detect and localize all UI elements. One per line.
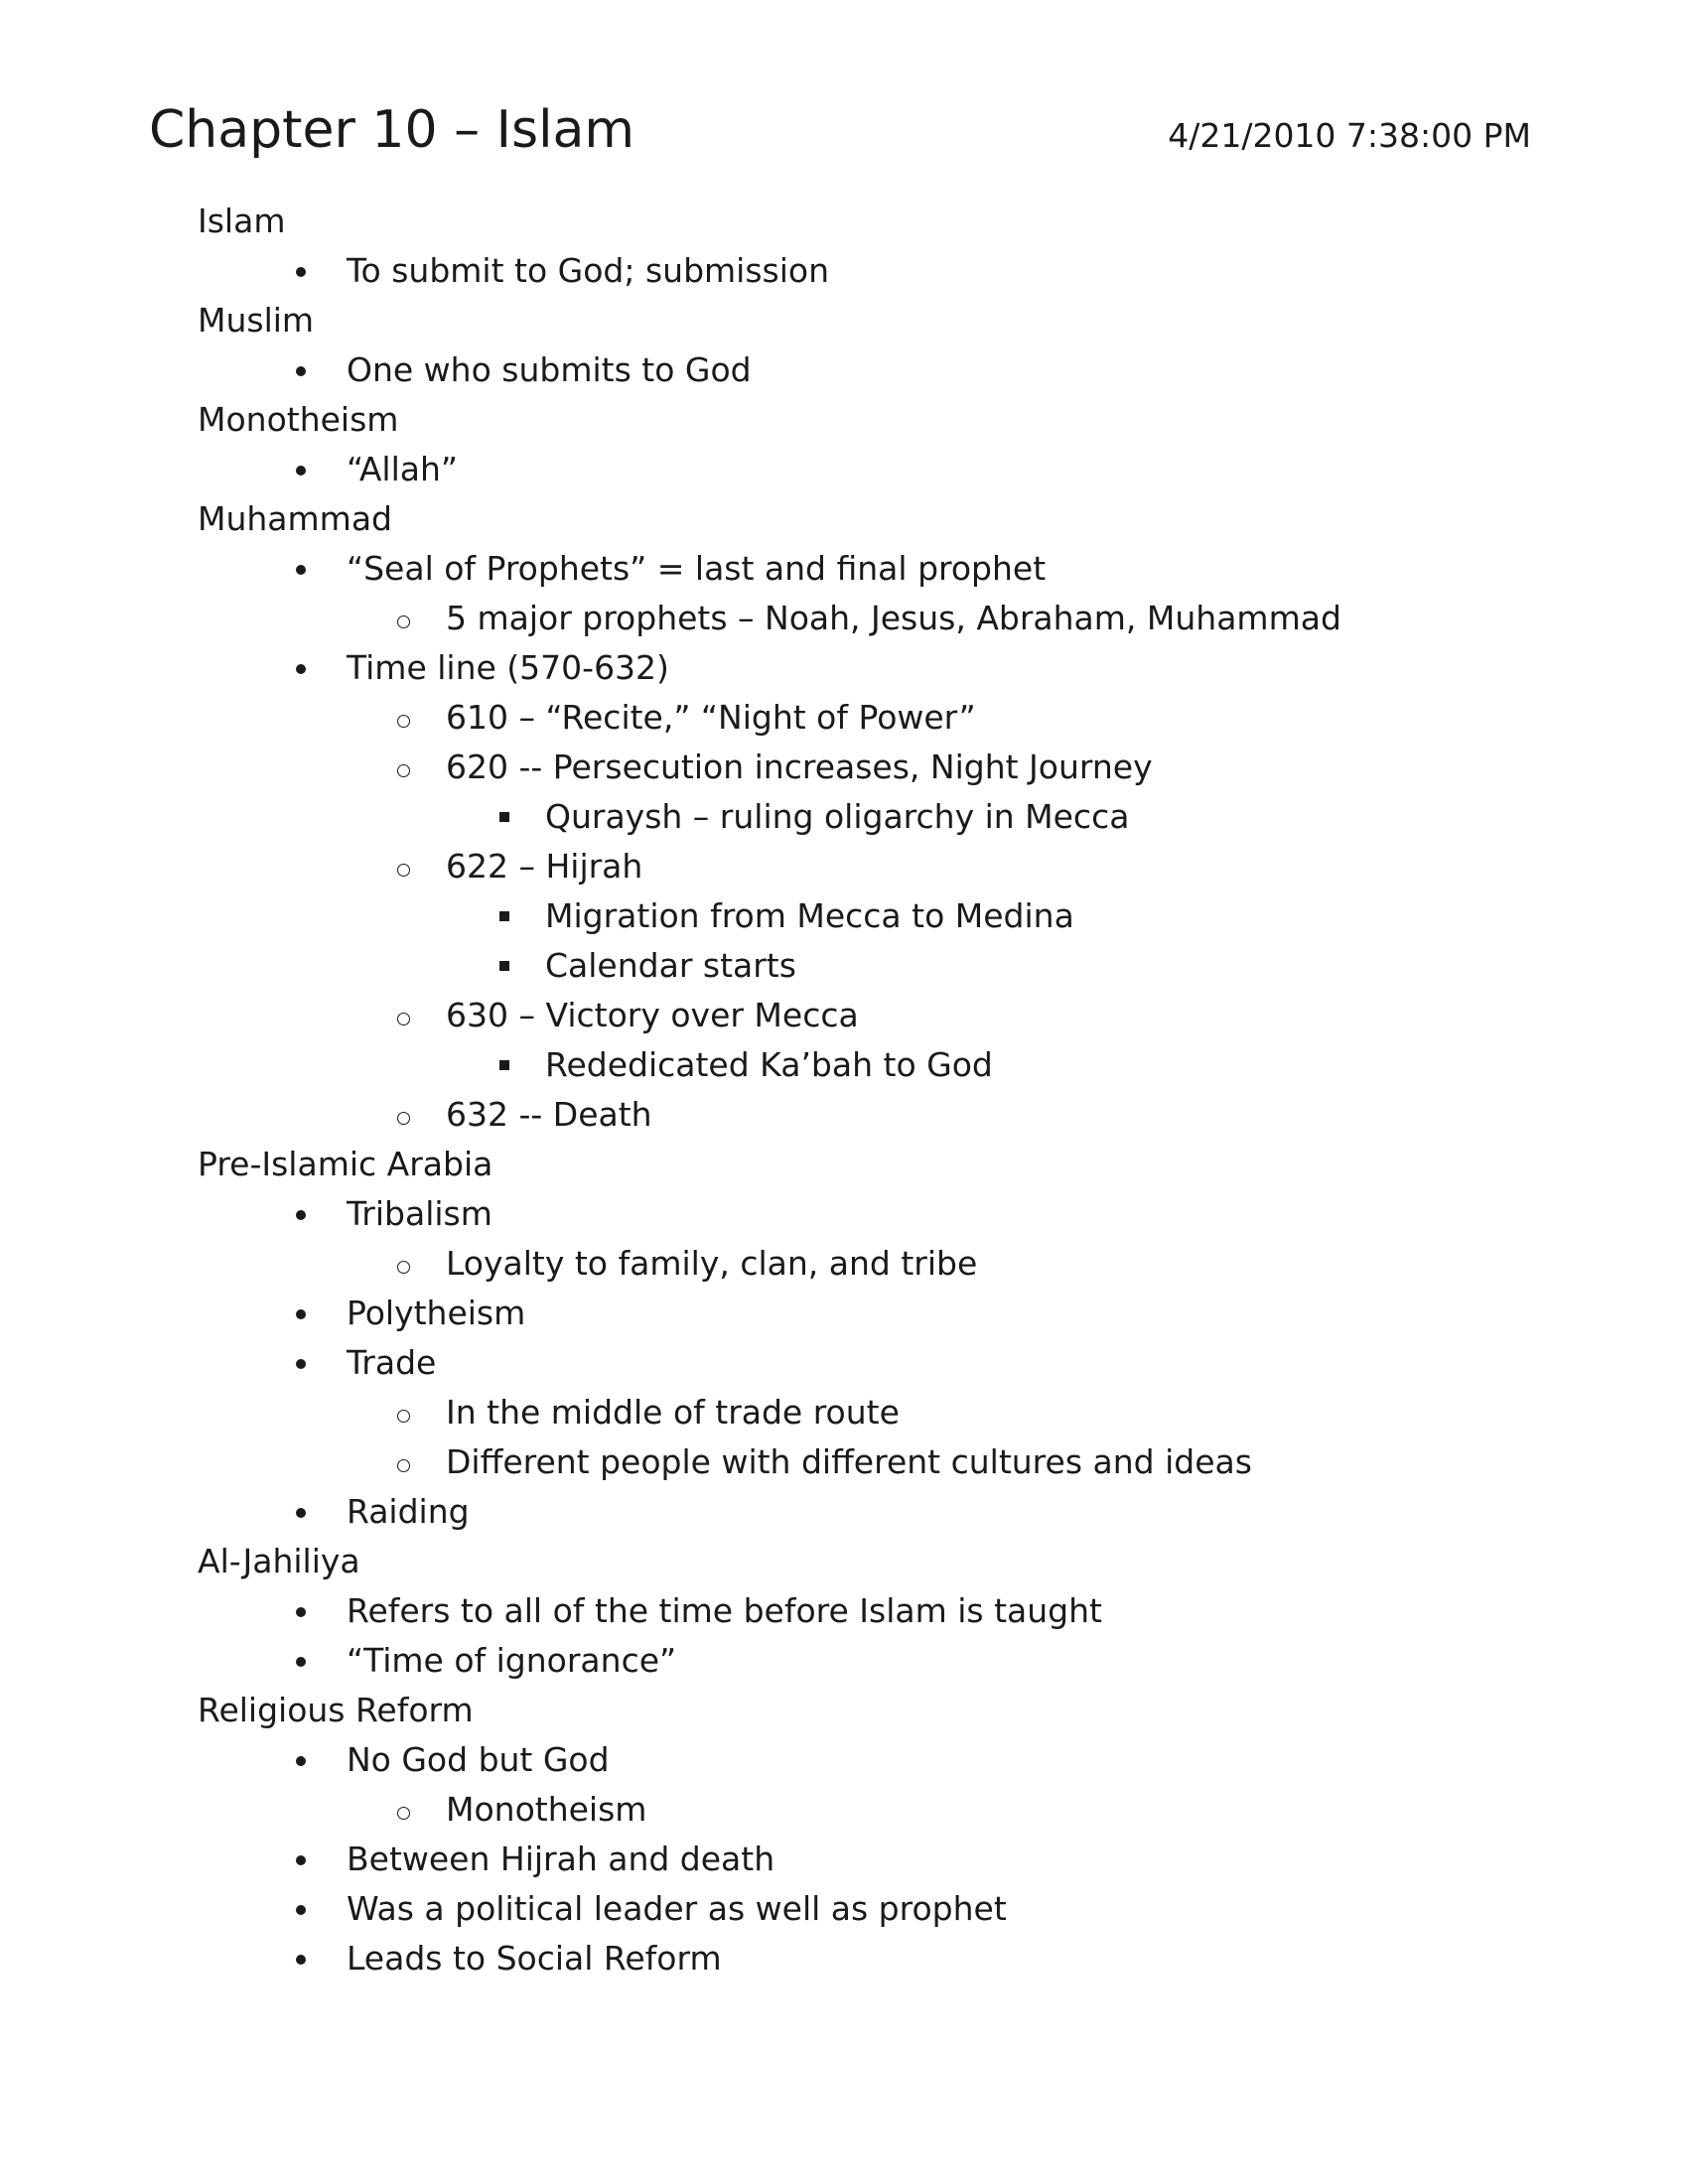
sub-bullet-item-text: 610 – “Recite,” “Night of Power”	[446, 698, 976, 737]
sub-sub-bullet-item	[0, 941, 1688, 991]
bullet-item-text: Polytheism	[347, 1294, 526, 1332]
bullet-circle-icon	[397, 715, 410, 728]
sub-bullet-item-text: 632 -- Death	[446, 1095, 652, 1134]
bullet-item	[0, 1884, 1688, 1934]
topic-heading	[0, 197, 1688, 246]
topic-heading	[0, 494, 1688, 544]
bullet-item	[0, 1934, 1688, 1983]
bullet-item-text: Between Hijrah and death	[347, 1840, 775, 1878]
bullet-square-icon	[499, 1060, 509, 1070]
bullet-disc-icon	[296, 664, 306, 674]
bullet-item	[0, 1835, 1688, 1884]
bullet-item-text: Was a political leader as well as prophet	[347, 1889, 1007, 1928]
sub-bullet-item-text: 622 – Hijrah	[446, 847, 643, 886]
bullet-item	[0, 1735, 1688, 1785]
bullet-circle-icon	[397, 864, 410, 877]
sub-bullet-item-text: Different people with different cultures and ideas	[446, 1442, 1252, 1481]
topic-heading-text: Islam	[198, 202, 286, 240]
bullet-disc-icon	[296, 366, 306, 376]
bullet-disc-icon	[296, 1855, 306, 1865]
bullet-item	[0, 1586, 1688, 1636]
sub-sub-bullet-item-text: Migration from Mecca to Medina	[545, 896, 1074, 935]
topic-heading	[0, 1140, 1688, 1189]
bullet-item-text: No God but God	[347, 1740, 610, 1779]
bullet-disc-icon	[296, 1607, 306, 1617]
sub-bullet-item-text: In the middle of trade route	[446, 1393, 900, 1432]
sub-sub-bullet-item-text: Quraysh – ruling oligarchy in Mecca	[545, 797, 1130, 836]
sub-bullet-item	[0, 693, 1688, 743]
bullet-item	[0, 1487, 1688, 1537]
bullet-item	[0, 1189, 1688, 1239]
notes-outline	[0, 197, 1688, 1983]
bullet-circle-icon	[397, 1410, 410, 1423]
bullet-item	[0, 544, 1688, 594]
sub-bullet-item	[0, 991, 1688, 1040]
bullet-square-icon	[499, 812, 509, 822]
bullet-disc-icon	[296, 1210, 306, 1220]
bullet-disc-icon	[296, 1657, 306, 1667]
bullet-circle-icon	[397, 1261, 410, 1274]
topic-heading-text: Pre-Islamic Arabia	[198, 1145, 493, 1183]
bullet-disc-icon	[296, 1905, 306, 1915]
bullet-item-text: “Allah”	[347, 450, 458, 488]
bullet-circle-icon	[397, 615, 410, 628]
bullet-disc-icon	[296, 1955, 306, 1965]
bullet-disc-icon	[296, 1756, 306, 1766]
sub-bullet-item	[0, 594, 1688, 643]
sub-sub-bullet-item-text: Rededicated Ka’bah to God	[545, 1045, 993, 1084]
bullet-disc-icon	[296, 1508, 306, 1518]
bullet-disc-icon	[296, 565, 306, 575]
sub-bullet-item	[0, 842, 1688, 891]
sub-bullet-item	[0, 1239, 1688, 1289]
bullet-item	[0, 1338, 1688, 1388]
bullet-item-text: Tribalism	[347, 1194, 492, 1233]
topic-heading-text: Monotheism	[198, 400, 399, 439]
bullet-item-text: One who submits to God	[347, 350, 752, 389]
bullet-item	[0, 1289, 1688, 1338]
sub-sub-bullet-item-text: Calendar starts	[545, 946, 796, 985]
topic-heading-text: Religious Reform	[198, 1691, 474, 1729]
timestamp: 4/21/2010 7:38:00 PM	[1168, 116, 1531, 155]
sub-sub-bullet-item	[0, 891, 1688, 941]
bullet-item	[0, 345, 1688, 395]
page-title: Chapter 10 – Islam	[149, 100, 635, 160]
bullet-item-text: Time line (570-632)	[347, 648, 669, 687]
sub-bullet-item	[0, 743, 1688, 792]
topic-heading-text: Al-Jahiliya	[198, 1542, 360, 1580]
bullet-item	[0, 445, 1688, 494]
sub-bullet-item-text: Monotheism	[446, 1790, 647, 1829]
bullet-circle-icon	[397, 1013, 410, 1025]
sub-bullet-item	[0, 1090, 1688, 1140]
bullet-item	[0, 1636, 1688, 1686]
bullet-square-icon	[499, 961, 509, 971]
bullet-circle-icon	[397, 1459, 410, 1472]
sub-sub-bullet-item	[0, 1040, 1688, 1090]
bullet-disc-icon	[296, 466, 306, 476]
bullet-disc-icon	[296, 1309, 306, 1319]
sub-bullet-item	[0, 1437, 1688, 1487]
topic-heading	[0, 395, 1688, 445]
bullet-item-text: Leads to Social Reform	[347, 1939, 722, 1978]
sub-bullet-item-text: Loyalty to family, clan, and tribe	[446, 1244, 978, 1283]
bullet-item-text: To submit to God; submission	[347, 251, 829, 290]
bullet-circle-icon	[397, 1112, 410, 1125]
topic-heading	[0, 296, 1688, 345]
bullet-item-text: Refers to all of the time before Islam is taught	[347, 1591, 1102, 1630]
bullet-item-text: “Seal of Prophets” = last and final prophet	[347, 549, 1047, 588]
bullet-disc-icon	[296, 267, 306, 277]
sub-bullet-item	[0, 1785, 1688, 1835]
bullet-item-text: “Time of ignorance”	[347, 1641, 677, 1680]
sub-bullet-item-text: 5 major prophets – Noah, Jesus, Abraham, Muhammad	[446, 599, 1341, 637]
topic-heading-text: Muslim	[198, 301, 315, 340]
bullet-disc-icon	[296, 1359, 306, 1369]
bullet-circle-icon	[397, 1807, 410, 1820]
bullet-item	[0, 246, 1688, 296]
sub-bullet-item-text: 620 -- Persecution increases, Night Journey	[446, 748, 1153, 786]
topic-heading-text: Muhammad	[198, 499, 392, 538]
bullet-item-text: Raiding	[347, 1492, 470, 1531]
bullet-square-icon	[499, 911, 509, 921]
bullet-circle-icon	[397, 764, 410, 777]
topic-heading	[0, 1537, 1688, 1586]
sub-bullet-item-text: 630 – Victory over Mecca	[446, 996, 859, 1034]
bullet-item	[0, 643, 1688, 693]
topic-heading	[0, 1686, 1688, 1735]
sub-sub-bullet-item	[0, 792, 1688, 842]
sub-bullet-item	[0, 1388, 1688, 1437]
bullet-item-text: Trade	[347, 1343, 437, 1382]
